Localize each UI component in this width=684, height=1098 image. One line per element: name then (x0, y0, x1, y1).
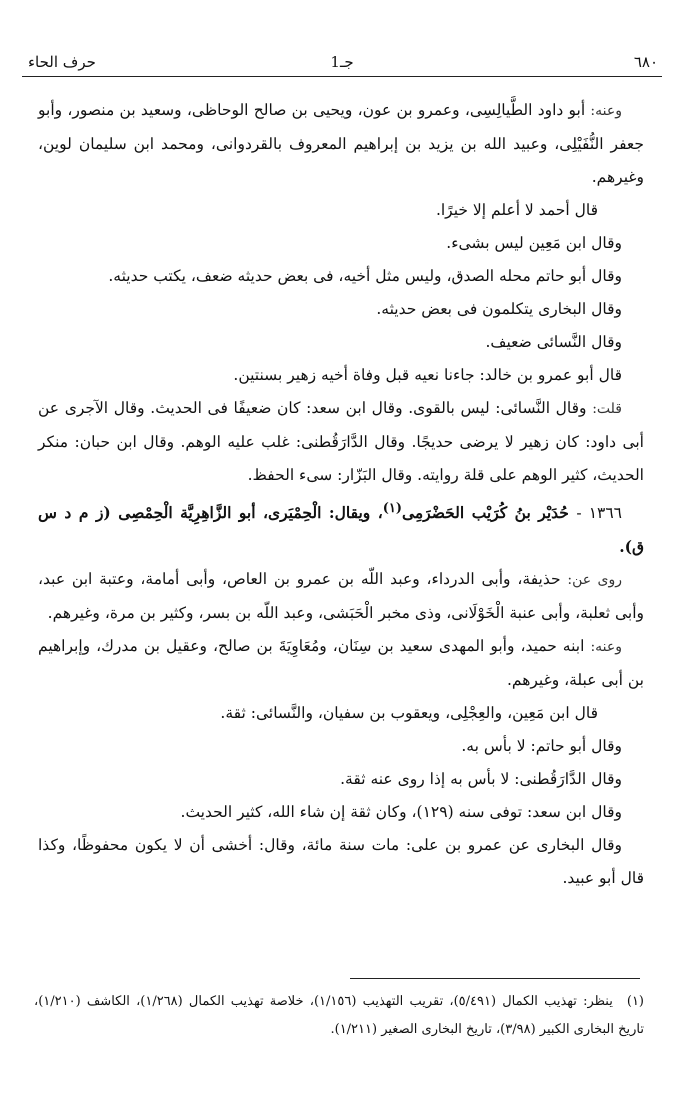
paragraph-narrated-from (38, 563, 644, 630)
running-title: حرف الحاء (28, 53, 96, 71)
narrators-text: ابنه حميد، وأبو المهدى سعيد بن سِنَان، ومُعَاوِيَةَ بن صالح، وعقيل بن مدرك، وإبراهيم بن أبى عبلة، وغيرهم. (38, 637, 644, 690)
qultu-label: قلت: (592, 401, 622, 417)
paragraph-qultu (38, 392, 644, 492)
footnote-divider (350, 978, 640, 979)
students-text: أبو داود الطَّيالِسِى، وعمرو بن عون، ويحيى بن صالح الوحاظى، وسعيد بن منصور، وأبو جعفر النُّفَيْلِى، وعبيد الله بن يزيد بن إبراهيم المعروف بالقردوانى، ومحمد ابن سليمان لوين، وغيرهم. (38, 101, 644, 186)
narrators-label: وعنه: (590, 639, 622, 656)
quote-ibn-sad: وقال ابن سعد: توفى سنه (١٢٩)، وكان ثقة إن شاء الله، كثير الحديث. (180, 803, 622, 822)
footnote-ref[interactable]: (١) (382, 501, 402, 516)
quote-daraqutni: وقال الدَّارَقُطنى: لا بأس به إذا روى عنه ثقة. (340, 770, 622, 789)
page-number: ٦٨٠ (633, 53, 658, 71)
students-label: وعنه: (590, 103, 622, 119)
quote-ahmad: قال أحمد لا أعلم إلا خيرًا. (435, 201, 598, 219)
quote-thiqa: قال ابن مَعِين، والعِجْلِى، ويعقوب بن سفيان، والنَّسائى: ثقة. (220, 704, 598, 723)
footnote-item (34, 988, 644, 1044)
paragraph-students (38, 94, 644, 194)
entry-alt-names: ، ويقال: الْحِمْيَرى، أبو الزَّاهِرِيَّة الْحِمْصِى (118, 503, 383, 523)
quote-bukhari-death: وقال البخارى عن عمرو بن على: مات سنة مائة، وقال: أخشى أن لا يكون محفوظًا، وكذا قال أبو عبيد. (38, 836, 644, 888)
footnote-marker: (١) (626, 994, 644, 1009)
quote-abu-amr: قال أبو عمرو بن خالد: جاءنا نعيه قبل وفاة أخيه زهير بسنتين. (233, 366, 622, 384)
footnotes (34, 988, 644, 1044)
page-body (38, 94, 644, 895)
quote-abu-hatim-2: وقال أبو حاتم: لا بأس به. (461, 737, 622, 756)
quote-ibn-main: وقال ابن مَعِين ليس بشىء. (446, 234, 622, 252)
entry-heading (38, 492, 644, 563)
narrated-from-label: روى عن: (567, 572, 622, 589)
paragraph-narrators (38, 630, 644, 697)
qultu-text: وقال النَّسائى: ليس بالقوى. وقال ابن سعد: كان ضعيفًا فى الحديث. وقال الآجرى عن أبى داود: كان زهير لا يرضى حديجًا. وقال الدَّارَقُطنى: غلب عليه الوهم. وقال ابن حبان: منكر الحديث، كثير الوهم على قلة روايته. وقال البَزّار: سىء الحفظ. (38, 399, 644, 484)
volume-label: جـ1 (330, 53, 354, 71)
narrated-from-text: حذيفة، وأبى الدرداء، وعبد اللّه بن عمرو بن العاص، وأبى أمامة، وعتبة ابن عبد، وأبى ثعلبة، وأبى عنبة الْخَوْلَانى، وذى مخبر الْحَبَشى، وعبد اللّه بن بسر، وكثير بن مرة، وغيرهم. (38, 570, 644, 623)
footnote-text: ينظر: تهذيب الكمال (٥/٤٩١)، تقريب التهذيب (١/١٥٦)، خلاصة تهذيب الكمال (١/٢٦٨)، الكاشف (١/٢١٠)، تاريخ البخارى الكبير (٣/٩٨)، تاريخ البخارى الصغير (١/٢١١). (34, 994, 644, 1037)
quote-nasai: وقال النَّسائى ضعيف. (485, 333, 622, 351)
page-header (22, 50, 662, 77)
entry-sigla: (ز م د س ق). (38, 503, 644, 557)
entry-name: حُدَيْر بنُ كُرَيْب الحَضْرَمِى (401, 503, 569, 523)
quote-abu-hatim: وقال أبو حاتم محله الصدق، وليس مثل أخيه، فى بعض حديثه ضعف، يكتب حديثه. (108, 267, 622, 285)
quote-bukhari: وقال البخارى يتكلمون فى بعض حديثه. (376, 300, 622, 318)
entry-number: ١٣٦٦ - (576, 504, 622, 523)
